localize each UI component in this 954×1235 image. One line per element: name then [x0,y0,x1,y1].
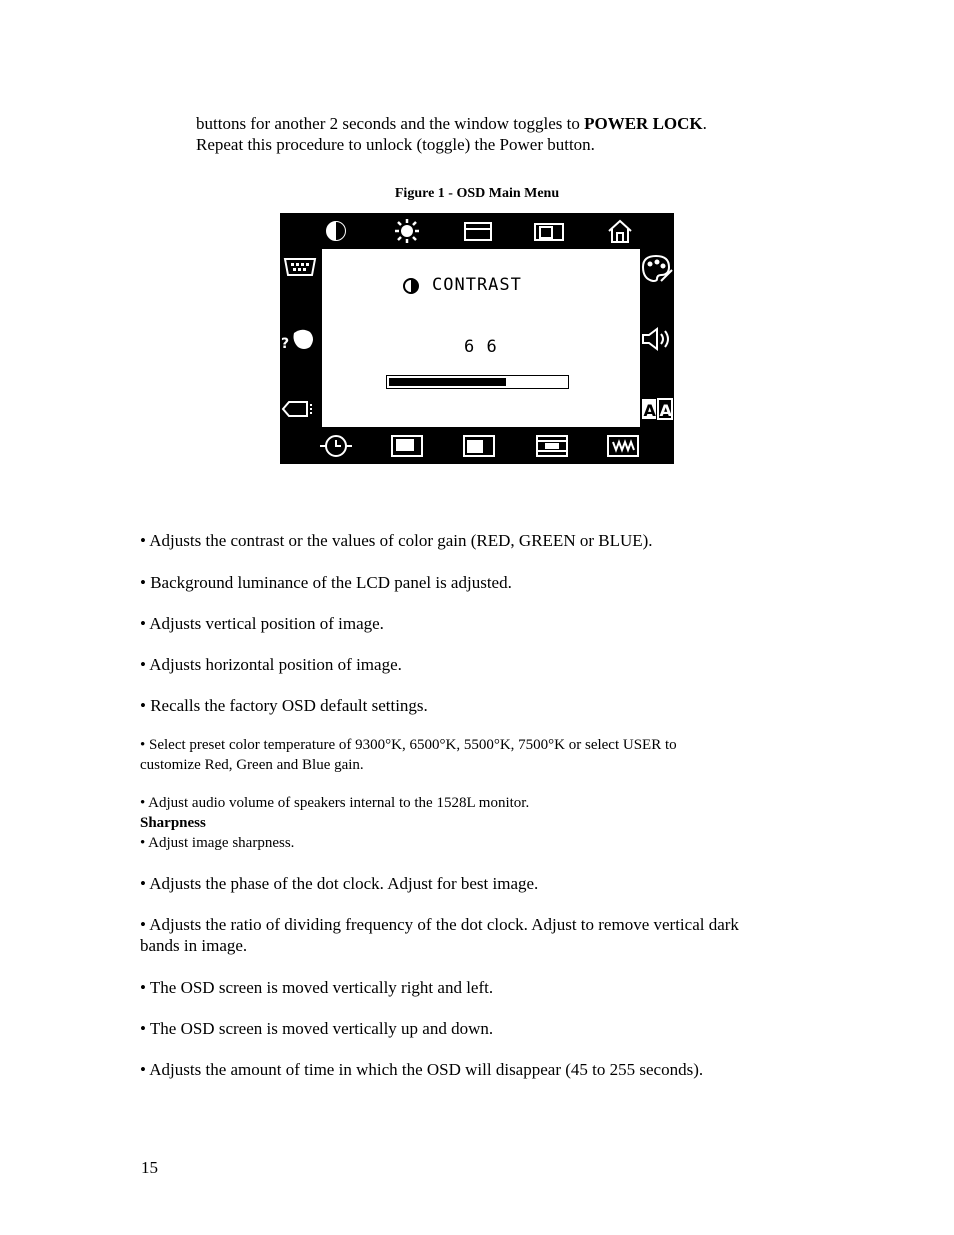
desc-osd-v-position: • The OSD screen is moved vertically up and down. [140,1019,494,1038]
desc-recall: • Recalls the factory OSD default settings. [140,696,428,715]
osd-setting-label: CONTRAST [432,275,522,295]
desc-color-temp-line-1: • Select preset color temperature of 9300°K, 6500°K, 5500°K, 7500°K or select USER to [140,737,677,753]
desc-clock-line-1: • Adjusts the ratio of dividing frequency of the dot clock. Adjust to remove vertical dark [140,915,739,934]
svg-text:?: ? [281,336,290,352]
desc-brightness: • Background luminance of the LCD panel is adjusted. [140,573,512,592]
desc-osd-timer: • Adjusts the amount of time in which the OSD will disappear (45 to 255 seconds). [140,1060,704,1079]
brightness-icon [394,219,420,243]
desc-sharpness: • Adjust image sharpness. [140,835,295,851]
desc-audio: • Adjust audio volume of speakers internal to the 1528L monitor. [140,795,530,811]
osd-level-bar-fill [389,378,506,386]
sharpness-heading: Sharpness [140,815,206,831]
help-language-icon [280,327,316,353]
page-number: 15 [141,1158,158,1177]
intro-line-1 [196,113,707,134]
osd-position-icon [281,399,315,419]
speaker-icon [640,326,674,352]
text-sharpness-icon [641,398,673,420]
figure-caption: Figure 1 - OSD Main Menu [394,186,560,201]
contrast-icon [324,220,348,242]
osd-setting-value: 6 6 [464,337,498,357]
color-palette-icon [639,253,673,283]
desc-contrast: • Adjusts the contrast or the values of color gain (RED, GREEN or BLUE). [140,531,653,550]
intro-line-2: Repeat this procedure to unlock (toggle) the Power button. [196,135,595,154]
osd-h-position-icon [535,434,569,458]
desc-clock-line-2: bands in image. [140,936,248,955]
osd-v-position-icon [606,434,640,458]
osd-timer-icon [318,433,354,459]
desc-phase: • Adjusts the phase of the dot clock. Adjust for best image. [140,874,539,893]
osd-main-menu-figure [280,213,674,464]
desc-color-temp-line-2: customize Red, Green and Blue gain. [140,757,364,773]
power-lock-term: POWER LOCK [584,114,703,133]
desc-horizontal-position: • Adjusts horizontal position of image. [140,655,402,674]
contrast-icon [402,277,420,295]
svg-text:A: A [643,401,656,420]
recall-home-icon [606,218,634,244]
osd-screen [322,249,640,427]
desc-vertical-position: • Adjusts vertical position of image. [140,614,384,633]
svg-text:A: A [659,401,672,420]
phase-icon [390,434,424,458]
vertical-position-icon [463,220,493,242]
input-connector-icon [283,256,317,278]
intro-text: buttons for another 2 seconds and the window toggles to [196,114,585,133]
desc-osd-h-position: • The OSD screen is moved vertically right and left. [140,978,494,997]
osd-level-bar [386,375,569,389]
intro-period: . [702,114,707,133]
horizontal-position-icon [533,221,565,243]
clock-icon [462,434,496,458]
